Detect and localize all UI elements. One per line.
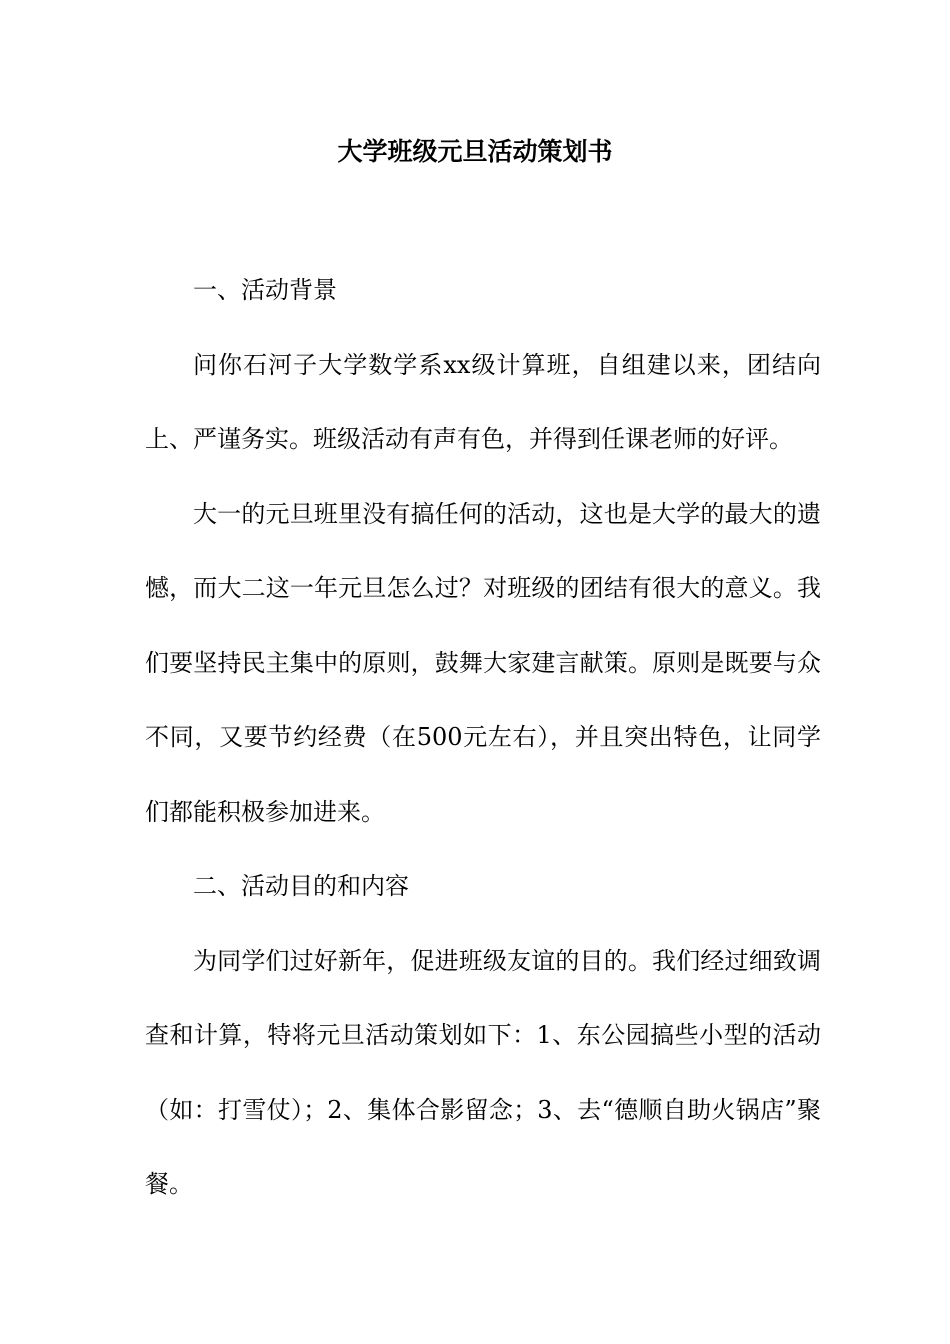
paragraph-background-2: 大一的元旦班里没有搞任何的活动，这也是大学的最大的遗憾，而大二这一年元旦怎么过？对班级的团结有很大的意义。我们要坚持民主集中的原则，鼓舞大家建言献策。原则是既要与众不同，又要节约经费（在500元左右），并且突出特色，让同学们都能积极参加进来。 xyxy=(145,499,821,826)
section-heading-background: 一、活动背景 xyxy=(193,276,337,304)
paragraph-purpose-1: 为同学们过好新年，促进班级友谊的目的。我们经过细致调查和计算，特将元旦活动策划如下：1、东公园搞些小型的活动（如：打雪仗）；2、集体合影留念；3、去“德顺自助火锅店”聚餐。 xyxy=(145,946,821,1198)
paragraph-background-1: 问你石河子大学数学系xx级计算班，自组建以来，团结向上、严谨务实。班级活动有声有色，并得到任课老师的好评。 xyxy=(145,350,821,453)
document-title: 大学班级元旦活动策划书 xyxy=(337,137,613,166)
section-heading-purpose: 二、活动目的和内容 xyxy=(193,872,409,900)
document-body xyxy=(145,253,821,1222)
